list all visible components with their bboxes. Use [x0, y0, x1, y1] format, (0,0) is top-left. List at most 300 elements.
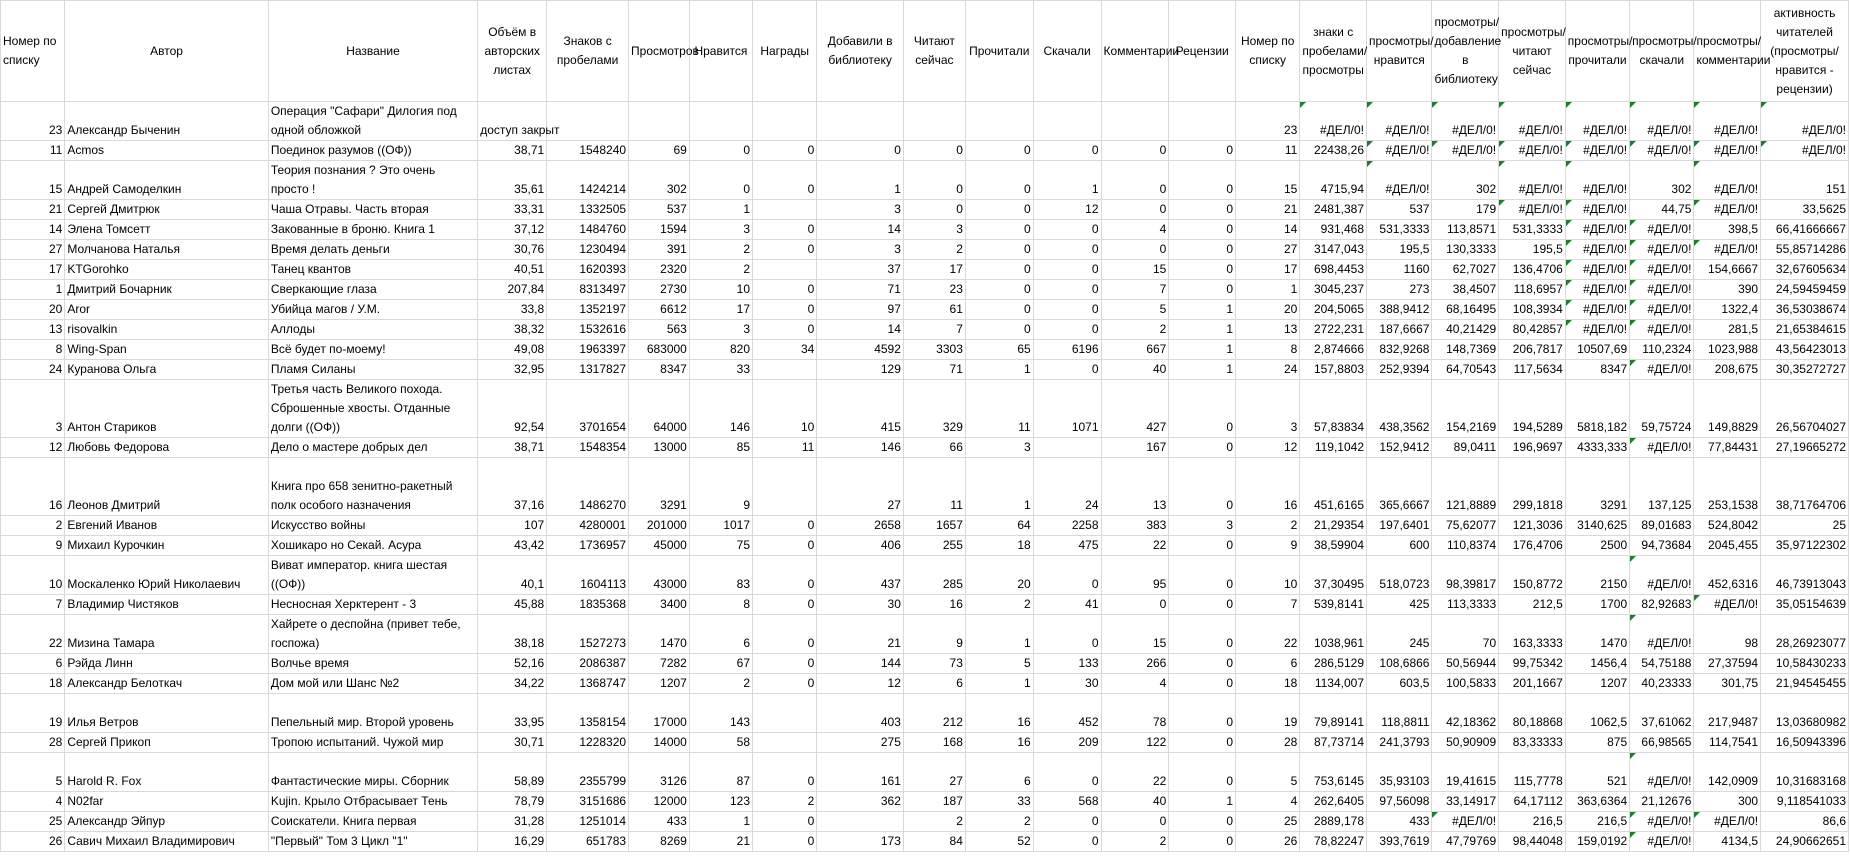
cell-r1[interactable]: 157,8803 [1300, 360, 1367, 380]
header-cell[interactable]: Нравится [689, 1, 752, 102]
cell-library[interactable]: 3 [817, 200, 904, 220]
cell-volume[interactable]: 107 [478, 516, 547, 536]
cell-r2[interactable]: 433 [1367, 812, 1432, 832]
cell-r6[interactable]: #ДЕЛ/0! [1630, 438, 1694, 458]
cell-r6[interactable]: 37,61062 [1630, 694, 1694, 733]
cell-author[interactable]: Рэйда Линн [65, 654, 269, 674]
cell-reviews[interactable]: 0 [1169, 260, 1236, 280]
cell-read[interactable]: 20 [965, 556, 1033, 595]
cell-chars[interactable]: 1548354 [547, 438, 629, 458]
cell-library[interactable]: 437 [817, 556, 904, 595]
cell-no2[interactable]: 8 [1236, 340, 1300, 360]
cell-r7[interactable]: 154,6667 [1694, 260, 1761, 280]
cell-downloads[interactable]: 24 [1033, 458, 1101, 516]
cell-r5[interactable]: 1062,5 [1565, 694, 1629, 733]
cell-no2[interactable]: 16 [1236, 458, 1300, 516]
cell-read[interactable] [965, 102, 1033, 141]
header-cell[interactable]: Рецензии [1169, 1, 1236, 102]
cell-likes[interactable]: 143 [689, 694, 752, 733]
cell-read[interactable]: 0 [965, 280, 1033, 300]
cell-r2[interactable]: 152,9412 [1367, 438, 1432, 458]
cell-reading[interactable]: 187 [903, 792, 965, 812]
cell-r8[interactable]: 25 [1761, 516, 1849, 536]
cell-volume[interactable]: 38,71 [478, 438, 547, 458]
cell-read[interactable]: 64 [965, 516, 1033, 536]
cell-author[interactable]: Александр Эйпур [65, 812, 269, 832]
cell-views[interactable]: 3291 [629, 458, 690, 516]
cell-library[interactable]: 146 [817, 438, 904, 458]
cell-title[interactable]: Хайрете о деспойна (привет тебе, госпожа) [268, 615, 477, 654]
header-cell[interactable]: просмотры/прочитали [1565, 1, 1629, 102]
cell-likes[interactable]: 0 [689, 141, 752, 161]
cell-chars[interactable]: 1736957 [547, 536, 629, 556]
cell-r3[interactable]: 19,41615 [1432, 753, 1499, 792]
cell-library[interactable]: 37 [817, 260, 904, 280]
cell-volume[interactable]: 40,1 [478, 556, 547, 595]
cell-views[interactable]: 1594 [629, 220, 690, 240]
cell-r7[interactable]: #ДЕЛ/0! [1694, 200, 1761, 220]
cell-chars[interactable]: 1963397 [547, 340, 629, 360]
cell-chars[interactable]: 1230494 [547, 240, 629, 260]
cell-chars[interactable]: 3701654 [547, 380, 629, 438]
cell-comments[interactable]: 2 [1101, 832, 1169, 852]
cell-r6[interactable]: 94,73684 [1630, 536, 1694, 556]
cell-reviews[interactable]: 0 [1169, 753, 1236, 792]
cell-downloads[interactable]: 475 [1033, 536, 1101, 556]
cell-title[interactable]: Убийца магов / У.М. [268, 300, 477, 320]
cell-comments[interactable]: 167 [1101, 438, 1169, 458]
cell-downloads[interactable]: 0 [1033, 141, 1101, 161]
cell-no2[interactable]: 15 [1236, 161, 1300, 200]
cell-r7[interactable]: #ДЕЛ/0! [1694, 102, 1761, 141]
cell-title[interactable]: Пламя Силаны [268, 360, 477, 380]
cell-views[interactable]: 1207 [629, 674, 690, 694]
cell-library[interactable] [817, 102, 904, 141]
cell-reading[interactable] [903, 102, 965, 141]
cell-no[interactable]: 11 [1, 141, 65, 161]
cell-r3[interactable]: 302 [1432, 161, 1499, 200]
cell-awards[interactable]: 0 [753, 654, 817, 674]
cell-r3[interactable]: 70 [1432, 615, 1499, 654]
cell-r7[interactable]: 390 [1694, 280, 1761, 300]
cell-r1[interactable]: 2722,231 [1300, 320, 1367, 340]
cell-volume[interactable]: 30,71 [478, 733, 547, 753]
cell-author[interactable]: N02far [65, 792, 269, 812]
cell-volume[interactable]: 33,31 [478, 200, 547, 220]
cell-r2[interactable]: 1160 [1367, 260, 1432, 280]
cell-reading[interactable]: 2 [903, 812, 965, 832]
cell-no2[interactable]: 19 [1236, 694, 1300, 733]
cell-no2[interactable]: 22 [1236, 615, 1300, 654]
cell-comments[interactable]: 0 [1101, 141, 1169, 161]
cell-likes[interactable]: 33 [689, 360, 752, 380]
cell-title[interactable]: Тропою испытаний. Чужой мир [268, 733, 477, 753]
cell-no2[interactable]: 1 [1236, 280, 1300, 300]
cell-library[interactable]: 27 [817, 458, 904, 516]
cell-reviews[interactable]: 0 [1169, 161, 1236, 200]
cell-library[interactable]: 415 [817, 380, 904, 438]
cell-views[interactable]: 2730 [629, 280, 690, 300]
cell-r4[interactable]: 163,3333 [1499, 615, 1566, 654]
cell-volume[interactable]: 38,18 [478, 615, 547, 654]
cell-r7[interactable]: 98 [1694, 615, 1761, 654]
cell-r6[interactable]: #ДЕЛ/0! [1630, 220, 1694, 240]
cell-awards[interactable]: 0 [753, 300, 817, 320]
cell-r6[interactable]: 137,125 [1630, 458, 1694, 516]
cell-awards[interactable]: 0 [753, 280, 817, 300]
cell-library[interactable]: 4592 [817, 340, 904, 360]
cell-author[interactable]: Куранова Ольга [65, 360, 269, 380]
cell-r1[interactable]: 1134,007 [1300, 674, 1367, 694]
cell-downloads[interactable]: 30 [1033, 674, 1101, 694]
cell-r4[interactable]: 212,5 [1499, 595, 1566, 615]
cell-no2[interactable]: 10 [1236, 556, 1300, 595]
cell-r3[interactable]: 113,3333 [1432, 595, 1499, 615]
cell-awards[interactable]: 10 [753, 380, 817, 438]
cell-r8[interactable]: 35,05154639 [1761, 595, 1849, 615]
cell-title[interactable]: Чаша Отравы. Часть вторая [268, 200, 477, 220]
cell-read[interactable]: 0 [965, 260, 1033, 280]
cell-downloads[interactable]: 0 [1033, 240, 1101, 260]
cell-likes[interactable]: 1 [689, 200, 752, 220]
cell-no[interactable]: 17 [1, 260, 65, 280]
header-cell[interactable]: Просмотров [629, 1, 690, 102]
cell-reviews[interactable]: 0 [1169, 380, 1236, 438]
cell-r2[interactable]: 97,56098 [1367, 792, 1432, 812]
cell-read[interactable]: 1 [965, 360, 1033, 380]
cell-r5[interactable]: 1207 [1565, 674, 1629, 694]
cell-read[interactable]: 0 [965, 320, 1033, 340]
cell-r2[interactable]: 518,0723 [1367, 556, 1432, 595]
cell-title[interactable]: Закованные в броню. Книга 1 [268, 220, 477, 240]
cell-r4[interactable]: 194,5289 [1499, 380, 1566, 438]
cell-r6[interactable]: 21,12676 [1630, 792, 1694, 812]
cell-reviews[interactable]: 1 [1169, 340, 1236, 360]
cell-author[interactable]: Владимир Чистяков [65, 595, 269, 615]
cell-no2[interactable]: 27 [1236, 240, 1300, 260]
cell-r2[interactable]: 537 [1367, 200, 1432, 220]
cell-comments[interactable]: 95 [1101, 556, 1169, 595]
cell-r2[interactable]: 195,5 [1367, 240, 1432, 260]
cell-r5[interactable]: 2150 [1565, 556, 1629, 595]
cell-r1[interactable]: 1038,961 [1300, 615, 1367, 654]
cell-r1[interactable]: 37,30495 [1300, 556, 1367, 595]
cell-views[interactable]: 433 [629, 812, 690, 832]
cell-no2[interactable]: 14 [1236, 220, 1300, 240]
cell-volume[interactable]: 32,95 [478, 360, 547, 380]
cell-author[interactable]: Wing-Span [65, 340, 269, 360]
cell-r5[interactable]: #ДЕЛ/0! [1565, 220, 1629, 240]
cell-comments[interactable]: 4 [1101, 674, 1169, 694]
cell-no2[interactable]: 11 [1236, 141, 1300, 161]
header-cell[interactable]: Добавили в библиотеку [817, 1, 904, 102]
cell-r7[interactable]: #ДЕЛ/0! [1694, 812, 1761, 832]
cell-r7[interactable]: 2045,455 [1694, 536, 1761, 556]
cell-library[interactable]: 14 [817, 220, 904, 240]
cell-r2[interactable]: 187,6667 [1367, 320, 1432, 340]
cell-no[interactable]: 5 [1, 753, 65, 792]
cell-read[interactable]: 0 [965, 200, 1033, 220]
cell-reading[interactable]: 1657 [903, 516, 965, 536]
cell-downloads[interactable]: 0 [1033, 260, 1101, 280]
cell-r8[interactable]: 9,118541033 [1761, 792, 1849, 812]
cell-r4[interactable]: 83,33333 [1499, 733, 1566, 753]
cell-chars[interactable]: 1532616 [547, 320, 629, 340]
cell-views[interactable]: 3126 [629, 753, 690, 792]
cell-r1[interactable]: 22438,26 [1300, 141, 1367, 161]
cell-r8[interactable]: 13,03680982 [1761, 694, 1849, 733]
cell-r6[interactable]: #ДЕЛ/0! [1630, 615, 1694, 654]
cell-views[interactable]: 537 [629, 200, 690, 220]
cell-no[interactable]: 18 [1, 674, 65, 694]
cell-r1[interactable]: 21,29354 [1300, 516, 1367, 536]
cell-r3[interactable]: 113,8571 [1432, 220, 1499, 240]
cell-r6[interactable]: #ДЕЛ/0! [1630, 260, 1694, 280]
cell-reviews[interactable]: 1 [1169, 300, 1236, 320]
cell-reviews[interactable]: 3 [1169, 516, 1236, 536]
cell-r4[interactable]: 216,5 [1499, 812, 1566, 832]
cell-r3[interactable]: 62,7027 [1432, 260, 1499, 280]
cell-comments[interactable]: 0 [1101, 161, 1169, 200]
cell-comments[interactable]: 0 [1101, 240, 1169, 260]
cell-reading[interactable]: 84 [903, 832, 965, 852]
cell-r3[interactable]: 179 [1432, 200, 1499, 220]
cell-likes[interactable]: 6 [689, 615, 752, 654]
header-cell[interactable]: Название [268, 1, 477, 102]
cell-no[interactable]: 6 [1, 654, 65, 674]
cell-awards[interactable]: 0 [753, 812, 817, 832]
cell-author[interactable]: Мизина Тамара [65, 615, 269, 654]
cell-r2[interactable]: #ДЕЛ/0! [1367, 102, 1432, 141]
cell-r6[interactable]: 66,98565 [1630, 733, 1694, 753]
cell-no2[interactable]: 2 [1236, 516, 1300, 536]
cell-read[interactable]: 2 [965, 595, 1033, 615]
cell-reading[interactable]: 329 [903, 380, 965, 438]
cell-r7[interactable]: #ДЕЛ/0! [1694, 240, 1761, 260]
cell-likes[interactable]: 85 [689, 438, 752, 458]
cell-author[interactable]: Евгений Иванов [65, 516, 269, 536]
cell-r4[interactable]: 195,5 [1499, 240, 1566, 260]
cell-r2[interactable]: 603,5 [1367, 674, 1432, 694]
header-cell[interactable]: Объём в авторских листах [478, 1, 547, 102]
cell-views[interactable]: 2320 [629, 260, 690, 280]
cell-r4[interactable]: 118,6957 [1499, 280, 1566, 300]
cell-volume[interactable]: 78,79 [478, 792, 547, 812]
cell-read[interactable]: 0 [965, 161, 1033, 200]
cell-library[interactable]: 14 [817, 320, 904, 340]
cell-r1[interactable]: 753,6145 [1300, 753, 1367, 792]
cell-views[interactable]: 201000 [629, 516, 690, 536]
cell-downloads[interactable]: 0 [1033, 320, 1101, 340]
cell-r2[interactable]: 365,6667 [1367, 458, 1432, 516]
cell-awards[interactable] [753, 458, 817, 516]
cell-reviews[interactable]: 1 [1169, 360, 1236, 380]
cell-volume[interactable]: 43,42 [478, 536, 547, 556]
cell-r7[interactable]: #ДЕЛ/0! [1694, 141, 1761, 161]
cell-reviews[interactable]: 1 [1169, 792, 1236, 812]
cell-r3[interactable]: 154,2169 [1432, 380, 1499, 438]
cell-library[interactable]: 0 [817, 141, 904, 161]
cell-library[interactable]: 403 [817, 694, 904, 733]
cell-read[interactable]: 33 [965, 792, 1033, 812]
cell-no2[interactable]: 9 [1236, 536, 1300, 556]
cell-comments[interactable]: 2 [1101, 320, 1169, 340]
cell-r5[interactable]: #ДЕЛ/0! [1565, 161, 1629, 200]
cell-reviews[interactable]: 1 [1169, 320, 1236, 340]
cell-r4[interactable]: 115,7778 [1499, 753, 1566, 792]
cell-chars[interactable]: 8313497 [547, 280, 629, 300]
cell-chars[interactable]: 1317827 [547, 360, 629, 380]
cell-no[interactable]: 26 [1, 832, 65, 852]
cell-r3[interactable]: 64,70543 [1432, 360, 1499, 380]
cell-read[interactable]: 0 [965, 141, 1033, 161]
cell-likes[interactable]: 2 [689, 674, 752, 694]
cell-r6[interactable]: #ДЕЛ/0! [1630, 320, 1694, 340]
cell-author[interactable]: Александр Белоткач [65, 674, 269, 694]
cell-r8[interactable]: 38,71764706 [1761, 458, 1849, 516]
cell-read[interactable]: 16 [965, 733, 1033, 753]
cell-author[interactable]: Любовь Федорова [65, 438, 269, 458]
cell-chars[interactable]: 1620393 [547, 260, 629, 280]
cell-r4[interactable]: 176,4706 [1499, 536, 1566, 556]
cell-no[interactable]: 22 [1, 615, 65, 654]
cell-r4[interactable]: 136,4706 [1499, 260, 1566, 280]
cell-r4[interactable]: 201,1667 [1499, 674, 1566, 694]
cell-author[interactable]: KTGorohko [65, 260, 269, 280]
cell-no[interactable]: 16 [1, 458, 65, 516]
cell-no2[interactable]: 26 [1236, 832, 1300, 852]
cell-r4[interactable]: 121,3036 [1499, 516, 1566, 536]
cell-reading[interactable]: 212 [903, 694, 965, 733]
cell-reviews[interactable]: 0 [1169, 556, 1236, 595]
cell-reviews[interactable]: 0 [1169, 733, 1236, 753]
cell-reading[interactable]: 11 [903, 458, 965, 516]
cell-comments[interactable]: 7 [1101, 280, 1169, 300]
cell-awards[interactable] [753, 360, 817, 380]
cell-volume[interactable]: 58,89 [478, 753, 547, 792]
cell-r7[interactable]: 1023,988 [1694, 340, 1761, 360]
cell-downloads[interactable]: 41 [1033, 595, 1101, 615]
cell-r2[interactable]: 425 [1367, 595, 1432, 615]
cell-reading[interactable]: 66 [903, 438, 965, 458]
cell-r3[interactable]: #ДЕЛ/0! [1432, 812, 1499, 832]
header-cell[interactable]: знаки с пробелами/просмотры [1300, 1, 1367, 102]
cell-reading[interactable]: 7 [903, 320, 965, 340]
cell-r7[interactable]: 27,37594 [1694, 654, 1761, 674]
cell-comments[interactable]: 15 [1101, 260, 1169, 280]
cell-awards[interactable]: 0 [753, 595, 817, 615]
cell-downloads[interactable] [1033, 438, 1101, 458]
cell-likes[interactable]: 146 [689, 380, 752, 438]
cell-no2[interactable]: 23 [1236, 102, 1300, 141]
cell-title[interactable]: "Первый" Том 3 Цикл "1" [268, 832, 477, 852]
cell-reviews[interactable]: 0 [1169, 141, 1236, 161]
cell-likes[interactable] [689, 102, 752, 141]
cell-no[interactable]: 28 [1, 733, 65, 753]
cell-downloads[interactable]: 133 [1033, 654, 1101, 674]
cell-r3[interactable]: 121,8889 [1432, 458, 1499, 516]
cell-r1[interactable]: 119,1042 [1300, 438, 1367, 458]
cell-r5[interactable]: 5818,182 [1565, 380, 1629, 438]
cell-comments[interactable]: 13 [1101, 458, 1169, 516]
cell-library[interactable]: 1 [817, 161, 904, 200]
cell-reviews[interactable]: 0 [1169, 615, 1236, 654]
cell-awards[interactable] [753, 102, 817, 141]
cell-downloads[interactable]: 0 [1033, 360, 1101, 380]
cell-views[interactable]: 302 [629, 161, 690, 200]
cell-title[interactable]: Соискатели. Книга первая [268, 812, 477, 832]
cell-r1[interactable]: 204,5065 [1300, 300, 1367, 320]
cell-no[interactable]: 13 [1, 320, 65, 340]
cell-views[interactable]: 1470 [629, 615, 690, 654]
cell-comments[interactable]: 383 [1101, 516, 1169, 536]
cell-author[interactable]: Илья Ветров [65, 694, 269, 733]
cell-no[interactable]: 7 [1, 595, 65, 615]
cell-views[interactable]: 391 [629, 240, 690, 260]
cell-r3[interactable]: 130,3333 [1432, 240, 1499, 260]
cell-library[interactable]: 3 [817, 240, 904, 260]
cell-views[interactable]: 17000 [629, 694, 690, 733]
cell-read[interactable]: 52 [965, 832, 1033, 852]
cell-title[interactable]: Дом мой или Шанс №2 [268, 674, 477, 694]
cell-no[interactable]: 1 [1, 280, 65, 300]
cell-r8[interactable]: 55,85714286 [1761, 240, 1849, 260]
cell-read[interactable]: 11 [965, 380, 1033, 438]
cell-awards[interactable]: 0 [753, 220, 817, 240]
cell-library[interactable]: 362 [817, 792, 904, 812]
cell-r6[interactable]: 110,2324 [1630, 340, 1694, 360]
cell-reviews[interactable]: 0 [1169, 812, 1236, 832]
cell-title[interactable]: Сверкающие глаза [268, 280, 477, 300]
cell-volume[interactable]: 45,88 [478, 595, 547, 615]
cell-likes[interactable]: 3 [689, 220, 752, 240]
cell-downloads[interactable]: 1 [1033, 161, 1101, 200]
cell-awards[interactable] [753, 260, 817, 280]
header-cell[interactable]: Прочитали [965, 1, 1033, 102]
cell-reviews[interactable]: 0 [1169, 674, 1236, 694]
cell-r8[interactable]: 10,31683168 [1761, 753, 1849, 792]
cell-r4[interactable]: 196,9697 [1499, 438, 1566, 458]
cell-volume[interactable]: 31,28 [478, 812, 547, 832]
cell-r4[interactable]: 80,18868 [1499, 694, 1566, 733]
cell-author[interactable]: Acmos [65, 141, 269, 161]
cell-no2[interactable]: 21 [1236, 200, 1300, 220]
cell-r8[interactable]: #ДЕЛ/0! [1761, 102, 1849, 141]
cell-views[interactable]: 64000 [629, 380, 690, 438]
header-cell[interactable]: Номер по списку [1236, 1, 1300, 102]
cell-reading[interactable]: 0 [903, 161, 965, 200]
cell-title[interactable]: Танец квантов [268, 260, 477, 280]
cell-no[interactable]: 9 [1, 536, 65, 556]
cell-reading[interactable]: 16 [903, 595, 965, 615]
cell-r3[interactable]: 38,4507 [1432, 280, 1499, 300]
cell-r5[interactable]: #ДЕЛ/0! [1565, 260, 1629, 280]
cell-volume[interactable]: 38,32 [478, 320, 547, 340]
cell-comments[interactable]: 22 [1101, 536, 1169, 556]
cell-chars[interactable]: 4280001 [547, 516, 629, 536]
cell-chars[interactable]: 1352197 [547, 300, 629, 320]
cell-views[interactable]: 8347 [629, 360, 690, 380]
cell-reviews[interactable]: 0 [1169, 694, 1236, 733]
cell-author[interactable]: Москаленко Юрий Николаевич [65, 556, 269, 595]
cell-author[interactable]: Сергей Прикоп [65, 733, 269, 753]
cell-title[interactable]: Всё будет по-моему! [268, 340, 477, 360]
cell-comments[interactable]: 4 [1101, 220, 1169, 240]
cell-views[interactable]: 8269 [629, 832, 690, 852]
cell-r4[interactable]: 531,3333 [1499, 220, 1566, 240]
header-cell[interactable]: Скачали [1033, 1, 1101, 102]
cell-r5[interactable]: #ДЕЛ/0! [1565, 141, 1629, 161]
